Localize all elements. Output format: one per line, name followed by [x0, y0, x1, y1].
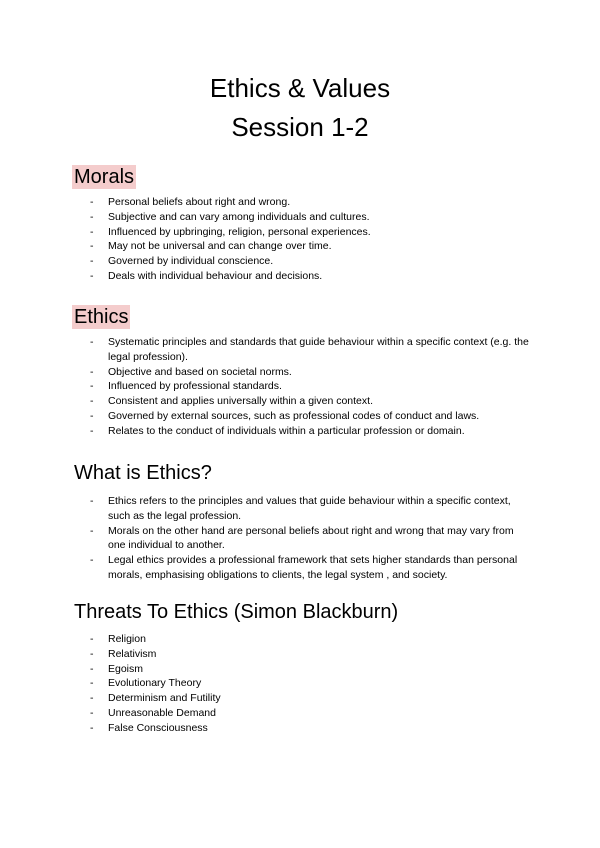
section-morals — [72, 165, 532, 284]
list-item: - Legal ethics provides a professional framework that sets higher standards than personal morals, emphasising obligations to clients, the legal system , and society. — [72, 553, 532, 583]
list-item: - May not be universal and can change over time. — [72, 239, 532, 254]
list-item: - Relates to the conduct of individuals within a particular profession or domain. — [72, 424, 532, 439]
document-title: Ethics & Values — [209, 73, 391, 103]
list-item: - Unreasonable Demand — [72, 706, 532, 721]
section-ethics — [72, 305, 532, 439]
section-heading-threats: Threats To Ethics (Simon Blackburn) — [74, 601, 399, 623]
list-item: - Systematic principles and standards that guide behaviour within a specific context (e.g. the legal profession). — [72, 335, 532, 365]
section-heading-what-is-ethics: What is Ethics? — [74, 462, 212, 484]
list-item: - Consistent and applies universally within a given context. — [72, 394, 532, 409]
list-item: - Evolutionary Theory — [72, 676, 532, 691]
ethics-list — [72, 335, 532, 439]
list-item: - Determinism and Futility — [72, 691, 532, 706]
threats-list — [72, 632, 532, 736]
list-item: - Morals on the other hand are personal beliefs about right and wrong that may vary from one individual to another. — [72, 524, 532, 554]
list-item: - Governed by external sources, such as professional codes of conduct and laws. — [72, 409, 532, 424]
morals-list — [72, 195, 532, 284]
list-item: - Personal beliefs about right and wrong. — [72, 195, 532, 210]
list-item: - Deals with individual behaviour and decisions. — [72, 269, 532, 284]
list-item: - False Consciousness — [72, 721, 532, 736]
list-item: - Influenced by professional standards. — [72, 379, 532, 394]
list-item: - Objective and based on societal norms. — [72, 365, 532, 380]
section-heading-morals: Morals — [74, 166, 135, 188]
list-item: - Religion — [72, 632, 532, 647]
section-what-is-ethics — [72, 461, 532, 583]
list-item: - Influenced by upbringing, religion, personal experiences. — [72, 225, 532, 240]
section-heading-ethics: Ethics — [74, 306, 129, 328]
list-item: - Egoism — [72, 662, 532, 677]
list-item: - Ethics refers to the principles and values that guide behaviour within a specific context, such as the legal profession. — [72, 494, 532, 524]
document-subtitle: Session 1-2 — [231, 112, 369, 142]
what-is-ethics-list — [72, 494, 532, 583]
list-item: - Governed by individual conscience. — [72, 254, 532, 269]
list-item: - Subjective and can vary among individuals and cultures. — [72, 210, 532, 225]
section-threats — [72, 600, 532, 736]
list-item: - Relativism — [72, 647, 532, 662]
